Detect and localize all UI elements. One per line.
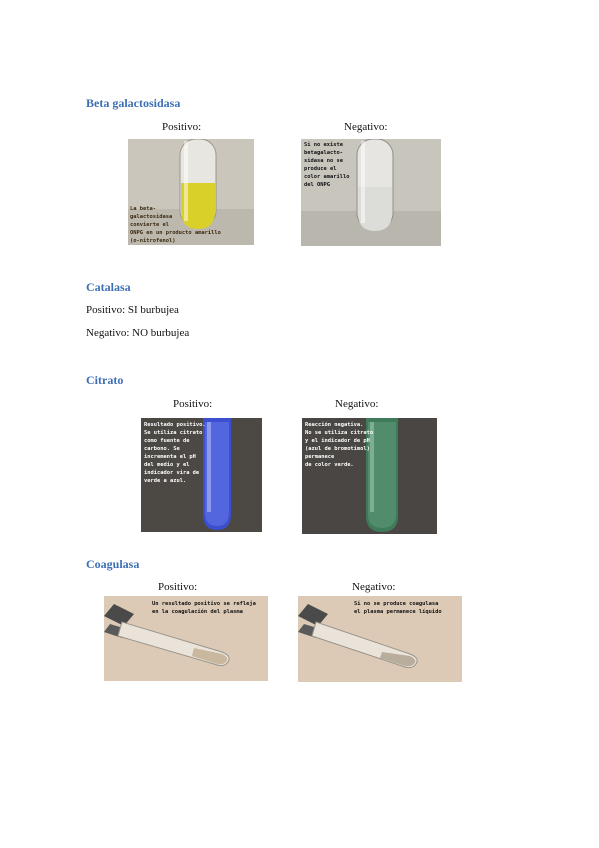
- section-title-coagulasa: Coagulasa: [86, 557, 140, 571]
- beta-positive-image: [128, 139, 254, 245]
- section-title-beta: Beta galactosidasa: [86, 96, 181, 110]
- section-title-catalasa: Catalasa: [86, 280, 131, 294]
- coagulasa-positive-caption: Un resultado positivo se refleja en la coagulación del plasma: [152, 601, 256, 615]
- beta-negative-caption: Si no existe betagalacto- sidasa no se produce el color amarillo del ONPG: [304, 142, 350, 188]
- citrato-negative-caption: Reacción negativa. No se utiliza citrato y el indicador de pH (azul de bromotimol) permanece de color verde.: [305, 422, 374, 468]
- citrato-negative-image: [302, 418, 437, 534]
- catalasa-positive: Positivo: SI burbujea: [86, 304, 179, 316]
- section-title-citrato: Citrato: [86, 373, 124, 387]
- beta-positive-caption: La beta- galactosidasa convierte el ONPG en un producto amarillo (o-nitrofenol): [130, 206, 221, 244]
- coagulasa-negative-label: Negativo:: [352, 581, 396, 593]
- citrato-positive-image: [141, 418, 262, 532]
- citrato-positive-caption: Resultado positivo. Se utiliza citrato como fuente de carbono. Se incrementa el pH del medio y el indicador vira de verde a azul.: [144, 422, 206, 484]
- citrato-positive-label: Positivo:: [173, 398, 213, 410]
- coagulasa-negative-caption: Si no se produce coagulasa el plasma permanece líquido: [354, 601, 442, 615]
- coagulasa-negative-image: [298, 596, 462, 682]
- beta-negative-label: Negativo:: [344, 121, 388, 133]
- coagulasa-positive-label: Positivo:: [158, 581, 198, 593]
- beta-negative-image: [301, 139, 441, 246]
- coagulasa-positive-image: [104, 596, 268, 681]
- citrato-negative-label: Negativo:: [335, 398, 379, 410]
- beta-positive-label: Positivo:: [162, 121, 202, 133]
- catalasa-negative: Negativo: NO burbujea: [86, 327, 190, 339]
